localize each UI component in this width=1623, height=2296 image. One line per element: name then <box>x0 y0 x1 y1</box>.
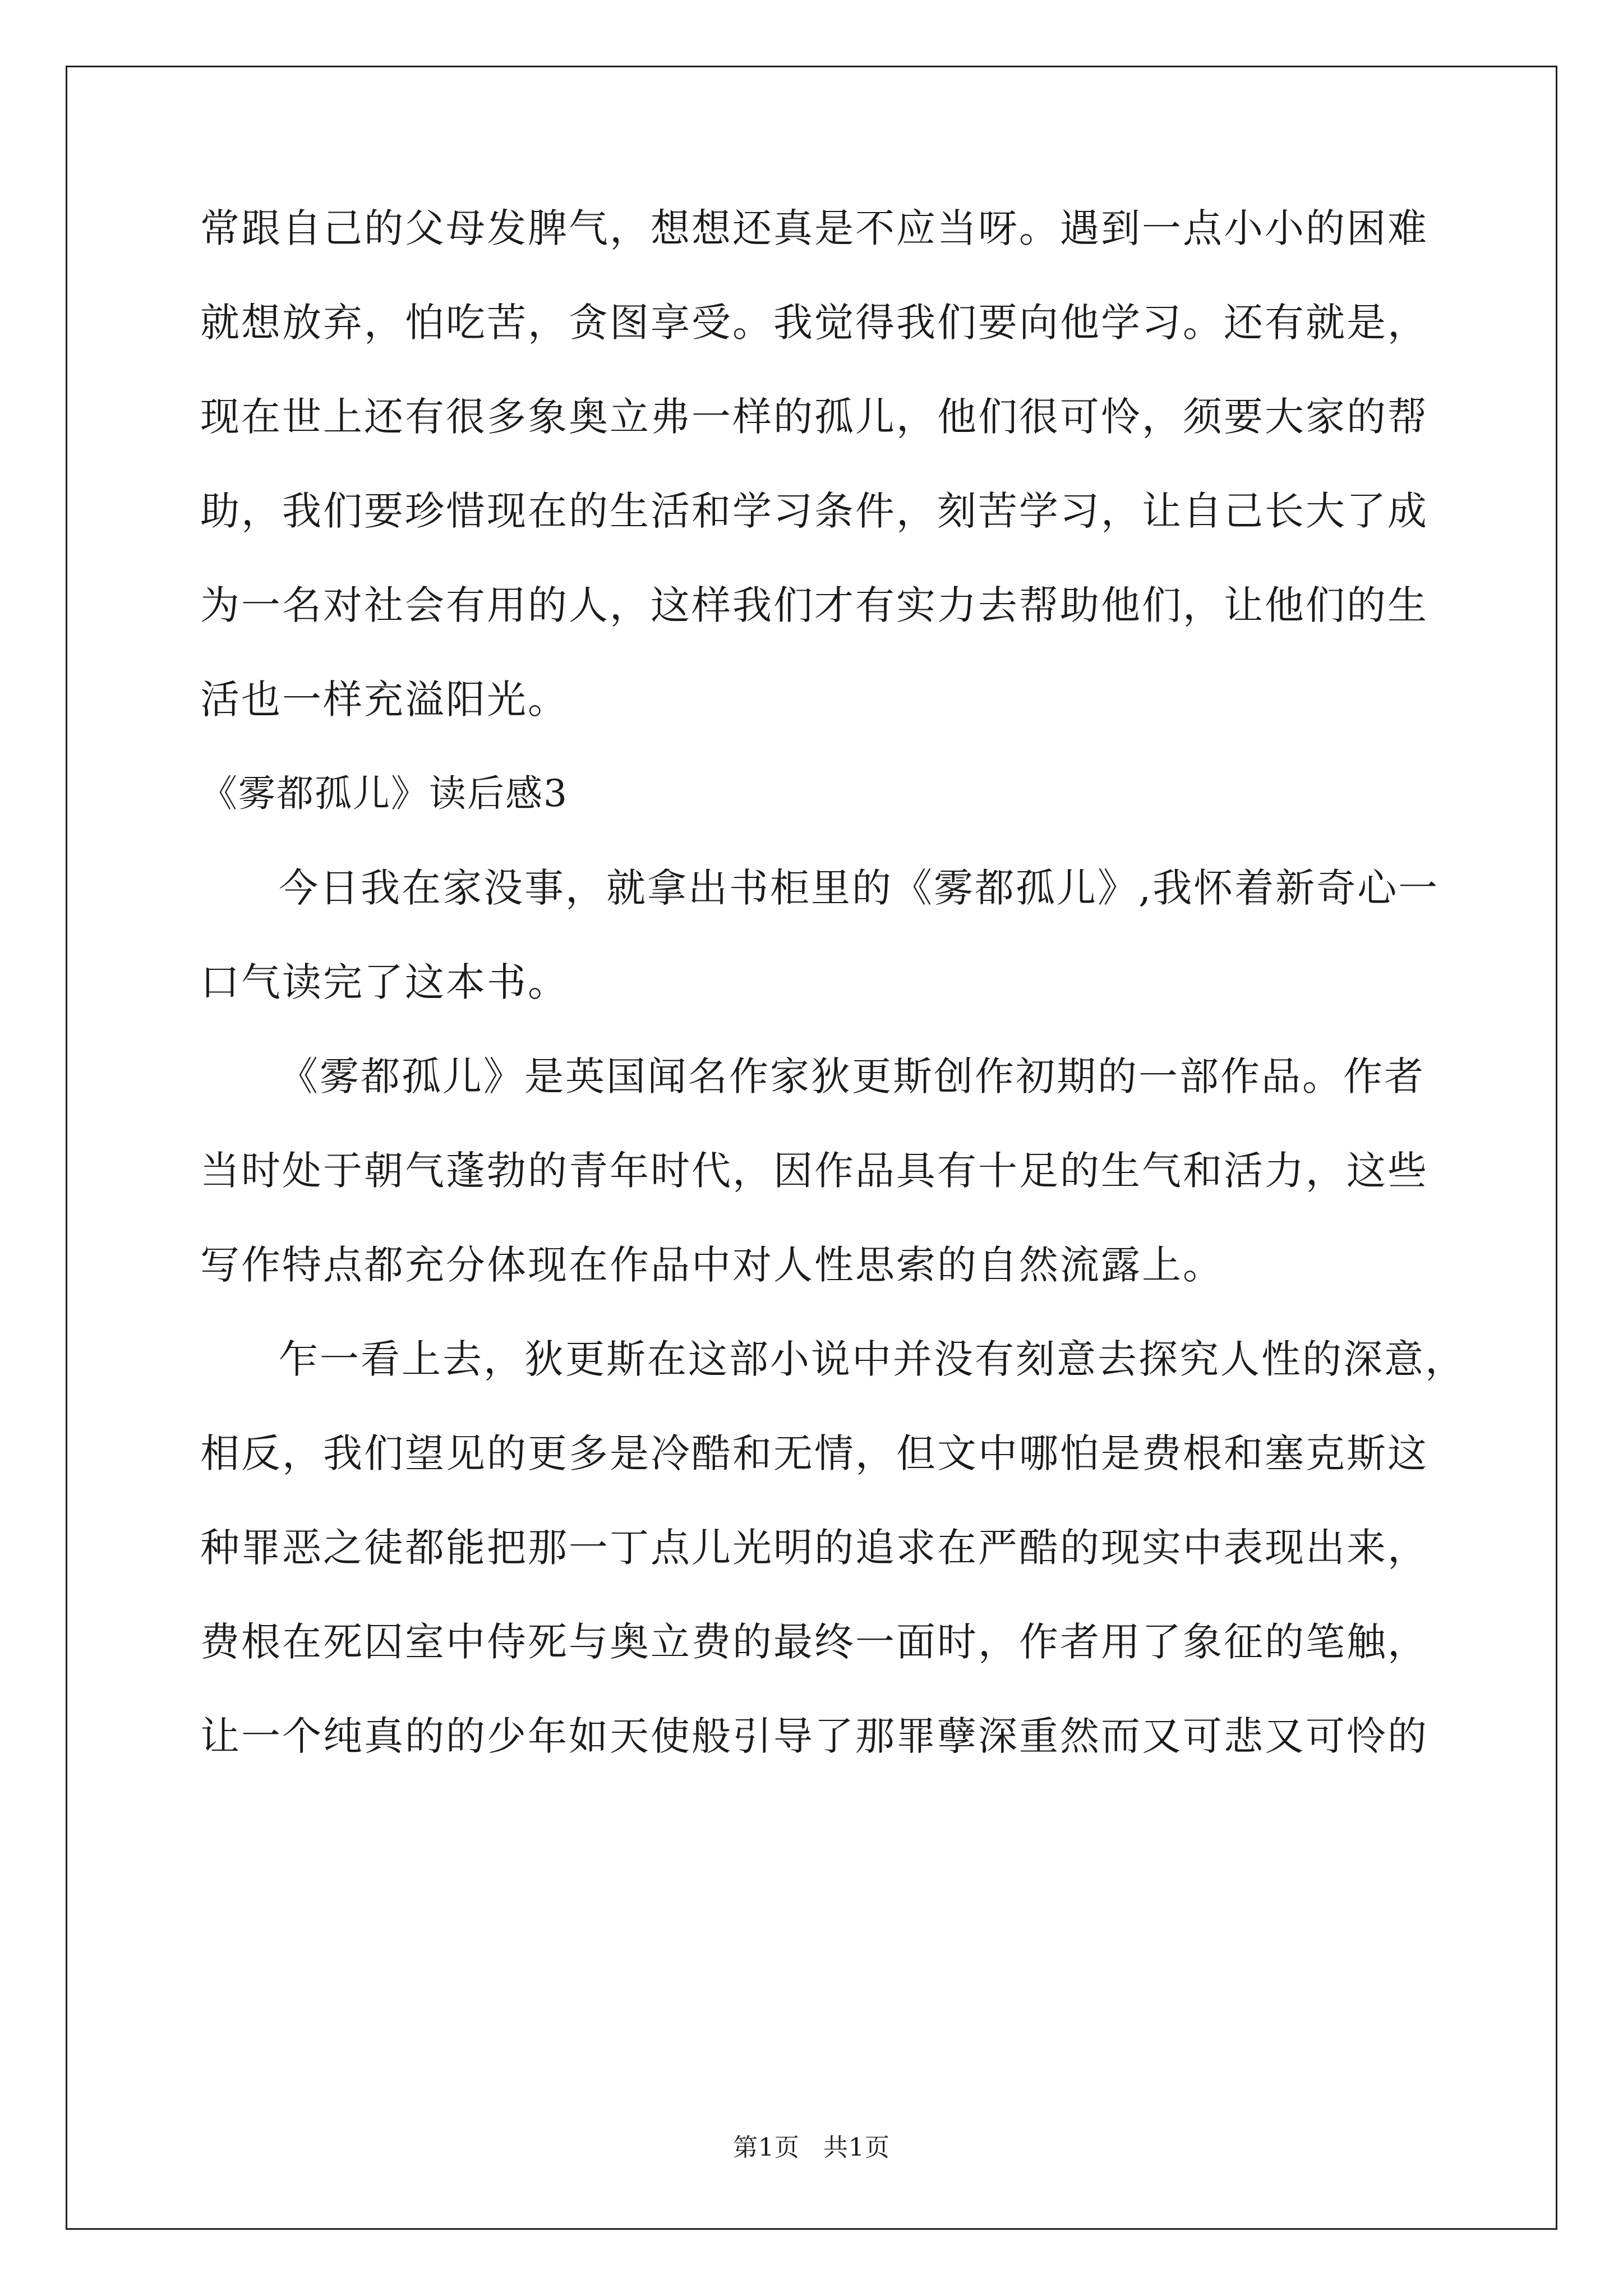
paragraph-first-line: 今日我在家没事，就拿出书柜里的《雾都孤儿》,我怀着新奇心一 <box>279 865 1440 911</box>
document-body <box>200 205 1466 1811</box>
text-line: 当时处于朝气蓬勃的青年时代，因作品具有十足的生气和活力，这些 <box>200 1148 1428 1194</box>
page-total: 共1页 <box>823 2133 890 2162</box>
text-line: 让一个纯真的的少年如天使般引导了那罪孽深重然而又可悲又可怜的 <box>200 1713 1428 1759</box>
page-footer <box>0 2133 1623 2162</box>
text-line: 种罪恶之徒都能把那一丁点儿光明的追求在严酷的现实中表现出来， <box>200 1525 1428 1571</box>
text-line: 助，我们要珍惜现在的生活和学习条件，刻苦学习，让自己长大了成 <box>200 488 1428 534</box>
text-line: 为一名对社会有用的人，这样我们才有实力去帮助他们，让他们的生 <box>200 582 1428 628</box>
text-line: 相反，我们望见的更多是冷酷和无情，但文中哪怕是费根和塞克斯这 <box>200 1430 1428 1476</box>
text-line: 活也一样充溢阳光。 <box>200 677 569 723</box>
text-line: 常跟自己的父母发脾气，想想还真是不应当呀。遇到一点小小的困难 <box>200 205 1428 251</box>
text-line: 口气读完了这本书。 <box>200 959 569 1005</box>
paragraph-first-line: 《雾都孤儿》是英国闻名作家狄更斯创作初期的一部作品。作者 <box>279 1053 1425 1099</box>
text-line: 费根在死囚室中侍死与奥立费的最终一面时，作者用了象征的笔触， <box>200 1619 1428 1665</box>
page-number: 第1页 <box>733 2133 800 2162</box>
text-line: 写作特点都充分体现在作品中对人性思索的自然流露上。 <box>200 1242 1224 1288</box>
section-heading: 《雾都孤儿》读后感3 <box>200 772 568 815</box>
text-line: 现在世上还有很多象奥立弗一样的孤儿，他们很可怜，须要大家的帮 <box>200 394 1428 440</box>
paragraph-first-line: 乍一看上去，狄更斯在这部小说中并没有刻意去探究人性的深意， <box>279 1336 1466 1382</box>
text-line: 就想放弃，怕吃苦，贪图享受。我觉得我们要向他学习。还有就是， <box>200 300 1428 346</box>
